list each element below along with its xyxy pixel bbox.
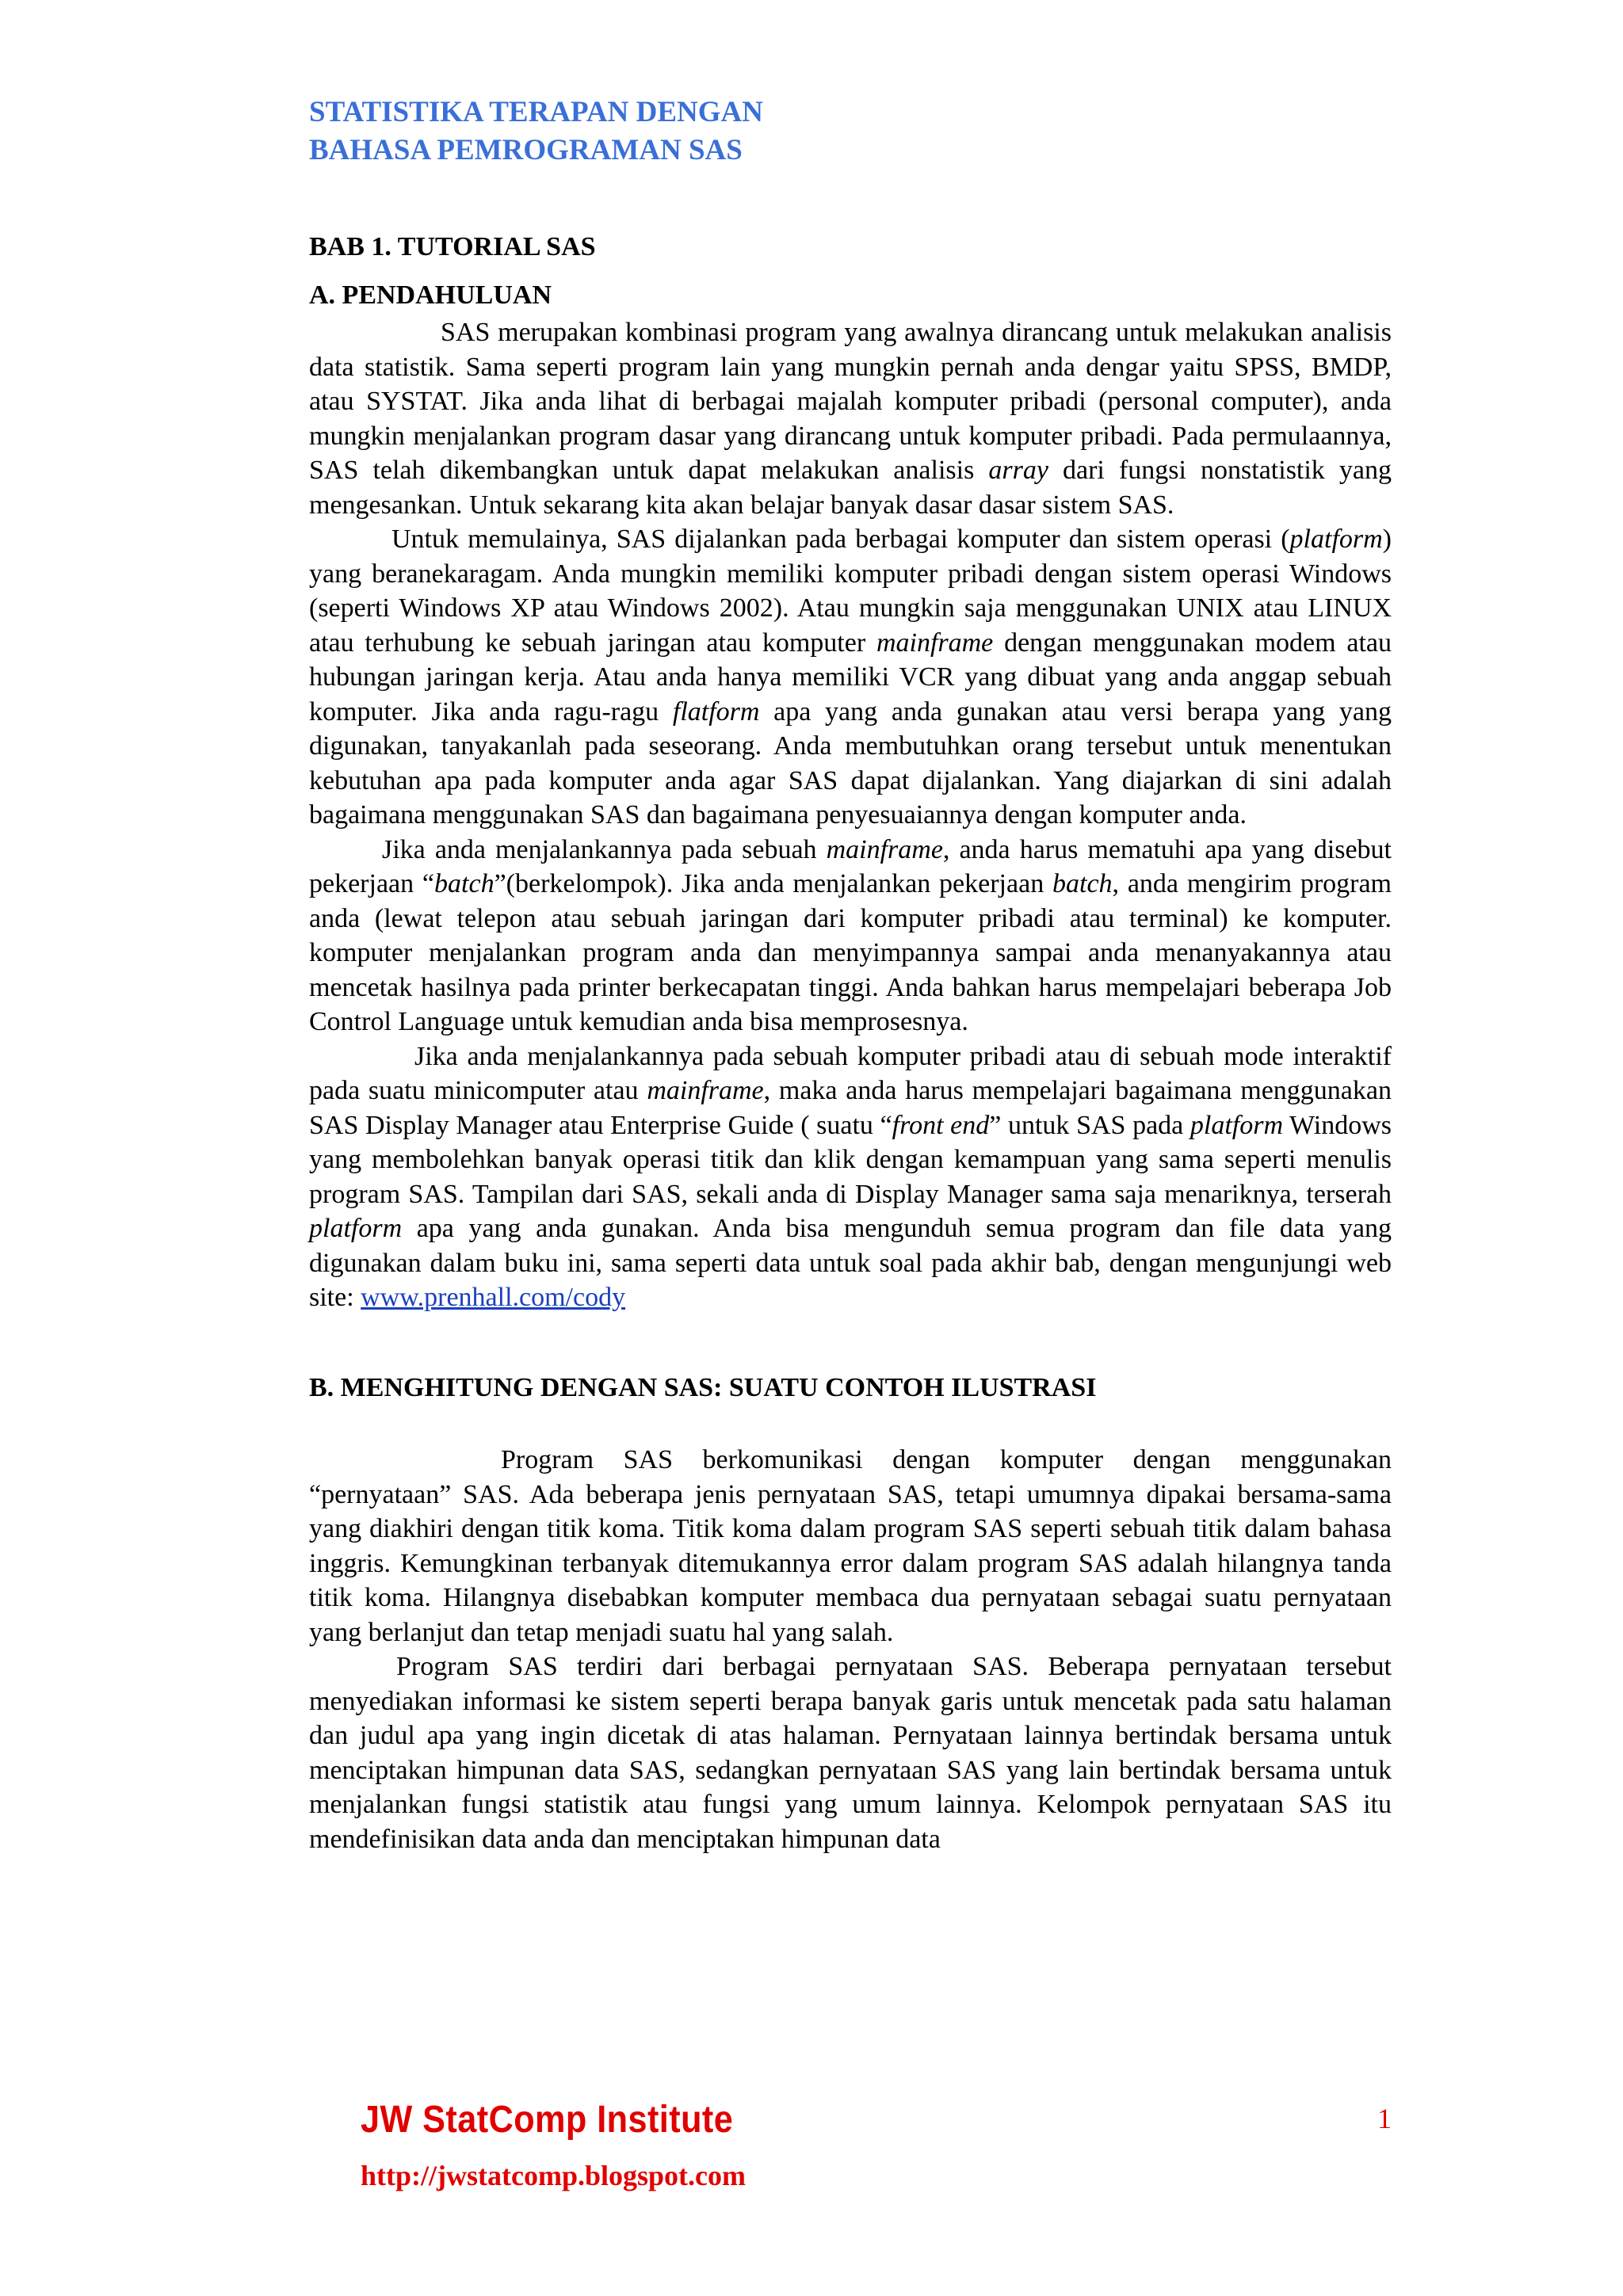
- title-line-1: STATISTIKA TERAPAN DENGAN: [309, 96, 763, 128]
- section-a-paragraph-1: SAS merupakan kombinasi program yang awalnya dirancang untuk melakukan analisis data statistik. Sama seperti program lain yang mungkin pernah anda dengar yaitu SPSS, BMDP, atau SYSTAT. Jika anda lihat di berbagai majalah komputer pribadi (personal computer), anda mungkin menjalankan program dasar yang dirancang untuk komputer pribadi. Pada permulaannya, SAS telah dikembangkan untuk dapat melakukan analisis array dari fungsi nonstatistik yang mengesankan. Untuk sekarang kita akan belajar banyak dasar dasar sistem SAS.: [309, 318, 1392, 520]
- section-b-heading: B. MENGHITUNG DENGAN SAS: SUATU CONTOH ILUSTRASI: [309, 1372, 1097, 1402]
- section-a-paragraph-4: Jika anda menjalankannya pada sebuah komputer pribadi atau di sebuah mode interaktif pada suatu minicomputer atau mainframe, maka anda harus mempelajari bagaimana menggunakan SAS Display Manager atau Enterprise Guide ( suatu “front end” untuk SAS pada platform Windows yang membolehkan banyak operasi titik dan klik dengan kemampuan yang sama seperti menulis program SAS. Tampilan dari SAS, sekali anda di Display Manager sama saja menariknya, terserah platform apa yang anda gunakan. Anda bisa mengunduh semua program dan file data yang digunakan dalam buku ini, sama seperti data untuk soal pada akhir bab, dengan mengunjungi web site: www.prenhall.com/cody: [309, 1041, 1392, 1312]
- footer-url: http://jwstatcomp.blogspot.com: [361, 2160, 746, 2191]
- title-line-2: BAHASA PEMROGRAMAN SAS: [309, 134, 743, 166]
- section-b-paragraph-2: Program SAS terdiri dari berbagai pernyataan SAS. Beberapa pernyataan tersebut menyediakan informasi ke sistem seperti berapa banyak garis untuk mencetak pada satu halaman dan judul apa yang ingin dicetak di atas halaman. Pernyataan lainnya bertindak bersama untuk menciptakan himpunan data SAS, sedangkan pernyataan SAS yang lain bertindak bersama untuk menjalankan fungsi statistik atau fungsi yang umum lainnya. Kelompok pernyataan SAS itu mendefinisikan data anda dan menciptakan himpunan data: [309, 1652, 1392, 1854]
- document-title: [309, 93, 1419, 170]
- section-a-paragraph-3: Jika anda menjalankannya pada sebuah mainframe, anda harus mematuhi apa yang disebut pekerjaan “batch”(berkelompok). Jika anda menjalankan pekerjaan batch, anda mengirim program anda (lewat telepon atau sebuah jaringan dari komputer pribadi atau terminal) ke komputer. komputer menjalankan program anda dan menyimpannya sampai anda menanyakannya atau mencetak hasilnya pada printer berkecapatan tinggi. Anda bahkan harus mempelajari beberapa Job Control Language untuk kemudian anda bisa memprosesnya.: [309, 834, 1392, 1036]
- chapter-heading: BAB 1. TUTORIAL SAS: [309, 232, 596, 261]
- web-site-link[interactable]: www.prenhall.com/cody: [361, 1283, 626, 1312]
- page-number: 1: [1377, 2103, 1392, 2134]
- document-body: [309, 230, 1392, 1856]
- section-a-paragraph-2: Untuk memulainya, SAS dijalankan pada berbagai komputer dan sistem operasi (platform) yang beranekaragam. Anda mungkin memiliki komputer pribadi dengan sistem operasi Windows (seperti Windows XP atau Windows 2002). Atau mungkin saja menggunakan UNIX atau LINUX atau terhubung ke sebuah jaringan atau komputer mainframe dengan menggunakan modem atau hubungan jaringan kerja. Atau anda hanya memiliki VCR yang dibuat yang anda anggap sebuah komputer. Jika anda ragu-ragu flatform apa yang anda gunakan atau versi berapa yang yang digunakan, tanyakanlah pada seseorang. Anda membutuhkan orang tersebut untuk menentukan kebutuhan apa pada komputer anda agar SAS dapat dijalankan. Yang diajarkan di sini adalah bagaimana menggunakan SAS dan bagaimana penyesuaiannya dengan komputer anda.: [309, 524, 1392, 830]
- section-b-paragraph-1: Program SAS berkomunikasi dengan komputer dengan menggunakan “pernyataan” SAS. Ada beberapa jenis pernyataan SAS, tetapi umumnya dipakai bersama-sama yang diakhiri dengan titik koma. Titik koma dalam program SAS seperti sebuah titik dalam bahasa inggris. Kemungkinan terbanyak ditemukannya error dalam program SAS adalah hilangnya tanda titik koma. Hilangnya disebabkan komputer membaca dua pernyataan sebagai suatu pernyataan yang berlanjut dan tetap menjadi suatu hal yang salah.: [309, 1445, 1392, 1647]
- section-a-heading: A. PENDAHULUAN: [309, 280, 552, 310]
- footer-brand: JW StatComp Institute: [361, 2099, 734, 2141]
